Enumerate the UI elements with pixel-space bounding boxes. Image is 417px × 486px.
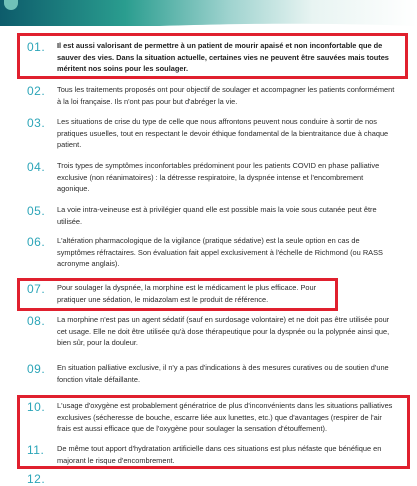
- item-number: 05.: [27, 204, 46, 218]
- item-text: La voie intra-veineuse est à privilégier quand elle est possible mais la voie sous cutanée peut être utilisée.: [57, 205, 377, 226]
- item-text: L'usage d'oxygène est probablement génératrice de plus d'inconvénients dans les situations palliatives exclusives (sécheresse de bouche, escarre liée aux lunettes, etc.) que d'avantages (respirer de l'air frais est aussi efficace que de l'oxygène pour soulager la sensation d'étouffement).: [57, 401, 393, 433]
- item-text: Trois types de symptômes inconfortables prédominent pour les patients COVID en phase palliative exclusive (non réanimatoires) : la détresse respiratoire, la dyspnée intense et l'encombrement agonique.: [57, 161, 380, 193]
- item-number: 07.: [27, 282, 46, 296]
- item-number: 02.: [27, 84, 46, 98]
- item-text: L'altération pharmacologique de la vigilance (pratique sédative) est la seule option en cas de symptômes réfractaires. Son évaluation fait appel exclusivement à l'échelle de Richmond (ou RASS acronyme anglais).: [57, 236, 383, 268]
- item-number: 12.: [27, 472, 46, 486]
- item-text: Les situations de crise du type de celle que nous affrontons peuvent nous conduire à sortir de nos pratiques usuelles, tout en respectant le devoir éthique fondamental de la bientraitance due à chaque patient.: [57, 117, 389, 149]
- item-text: La morphine n'est pas un agent sédatif (sauf en surdosage volontaire) et ne doit pas être utilisée pour cet usage. Elle ne doit être utilisée qu'à dose thérapeutique pour la dyspnée ou la polypnée ainsi que, bien sûr, pour la douleur.: [57, 315, 390, 347]
- item-text: De même tout apport d'hydratation artificielle dans ces situations est plus néfaste que bénéfique en majorant le risque d'encombrement.: [57, 444, 382, 465]
- item-number: 08.: [27, 314, 46, 328]
- item-text: En situation palliative exclusive, il n'y a pas d'indications à des mesures curatives ou de soutien d'une fonction vitale défaillante.: [57, 363, 389, 384]
- item-text: Il est aussi valorisant de permettre à un patient de mourir apaisé et non inconfortable que de sauver des vies. Dans la situation actuelle, certaines vies ne peuvent être sauvées mais toutes méritent nos soins pour les soulager.: [57, 41, 389, 73]
- item-number: 10.: [27, 400, 46, 414]
- item-number: 04.: [27, 160, 46, 174]
- item-number: 06.: [27, 235, 46, 249]
- item-number: 03.: [27, 116, 46, 130]
- item-number: 09.: [27, 362, 46, 376]
- item-text: Pour soulager la dyspnée, la morphine est le médicament le plus efficace. Pour pratiquer une sédation, le midazolam est le produit de référence.: [57, 283, 317, 304]
- header-wave: [0, 0, 417, 32]
- item-text: Tous les traitements proposés ont pour objectif de soulager et accompagner les patients conformément à la loi française. Ils n'ont pas pour but d'abréger la vie.: [57, 85, 395, 106]
- item-number: 01.: [27, 40, 46, 54]
- item-number: 11.: [27, 443, 45, 457]
